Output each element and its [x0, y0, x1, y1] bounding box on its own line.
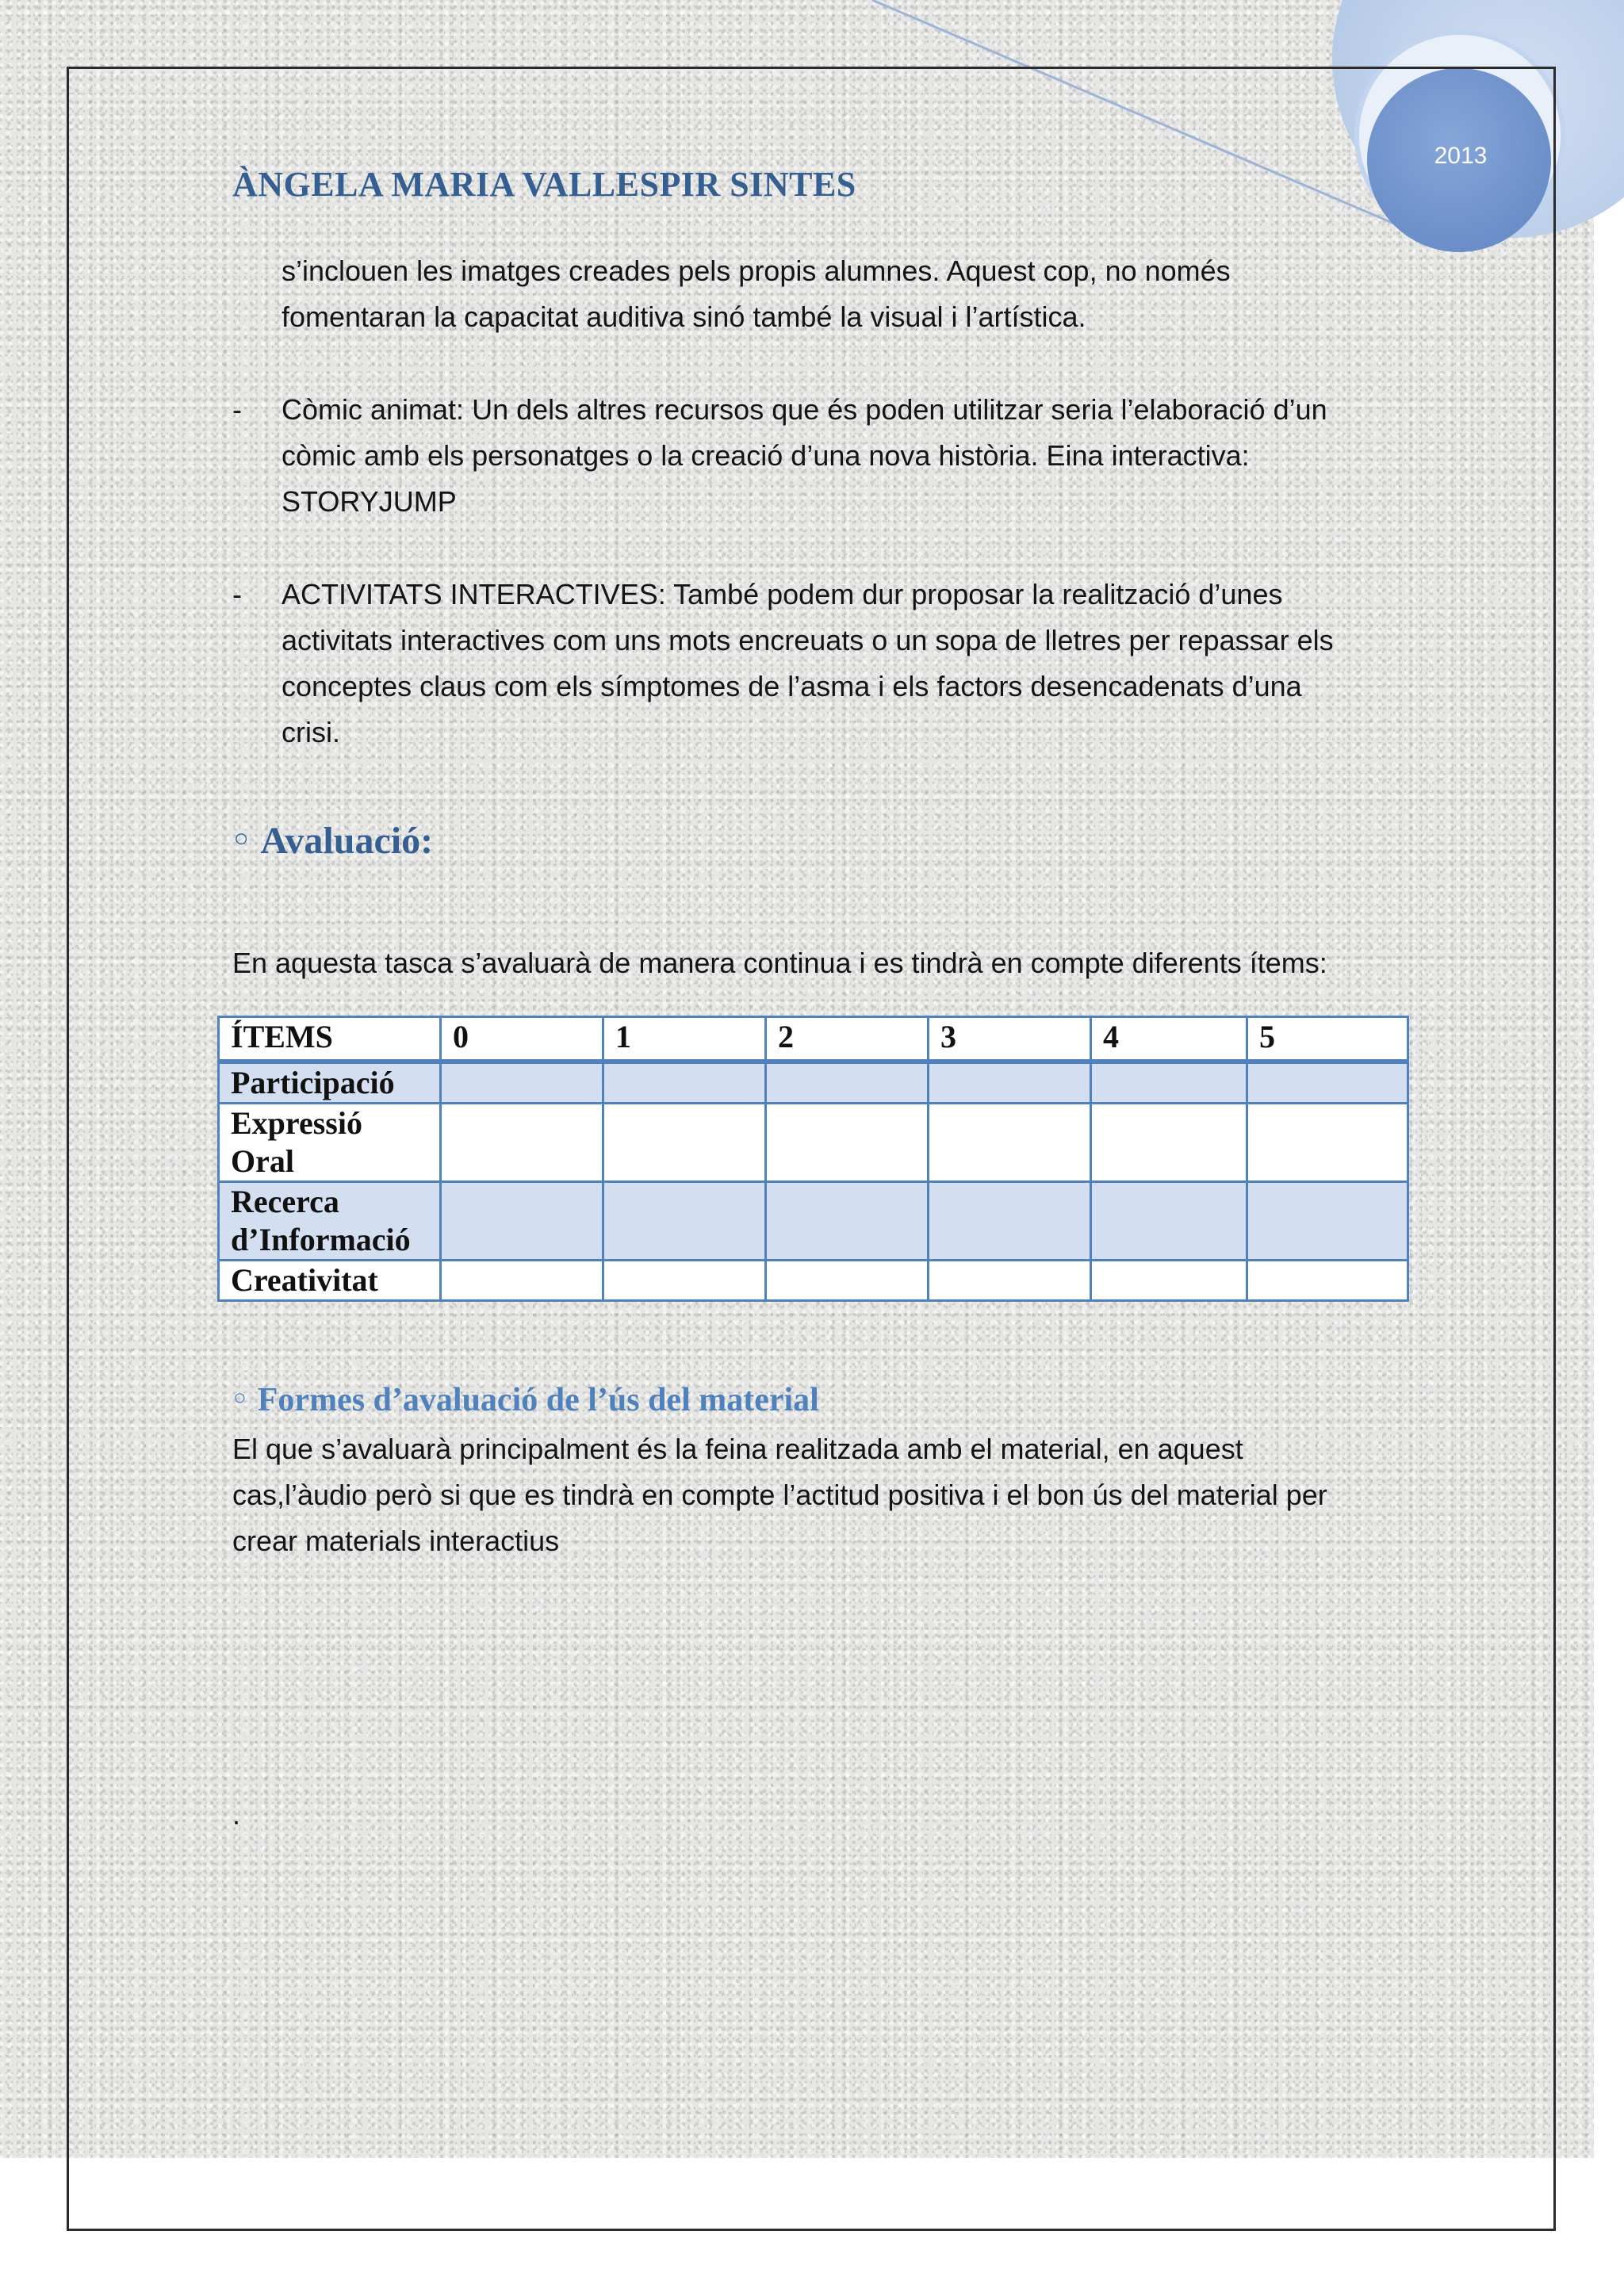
list-dash: - [232, 578, 242, 610]
list-dash: - [232, 393, 242, 426]
evaluation-heading-text: Avaluació: [260, 820, 434, 862]
evaluation-intro: En aquesta tasca s’avaluarà de manera continua i es tindrà en compte diferents ítems: [232, 947, 1327, 979]
row-label-line: Expressió [231, 1105, 362, 1141]
column-header: ÍTEMS [219, 1017, 441, 1062]
row-label [219, 1104, 441, 1182]
text-line: s’inclouen les imatges creades pels propis alumnes. Aquest cop, no només [282, 254, 1231, 287]
score-cell [766, 1104, 929, 1182]
score-cell [1247, 1182, 1408, 1261]
column-header: 1 [603, 1017, 766, 1062]
score-cell [1091, 1182, 1247, 1261]
score-cell [766, 1261, 929, 1301]
row-label [219, 1261, 441, 1301]
circle-bullet-icon: ◦ [230, 818, 253, 863]
material-heading-text: Formes d’avaluació de l’ús del material [257, 1382, 819, 1418]
score-cell [441, 1182, 603, 1261]
text-line: crear materials interactius [232, 1525, 560, 1557]
text-line: conceptes claus com els símptomes de l’asma i els factors desencadenats d’una [282, 670, 1302, 702]
score-cell [929, 1104, 1091, 1182]
table-row [219, 1261, 1408, 1301]
score-cell [441, 1261, 603, 1301]
text-line: Còmic animat: Un dels altres recursos que és poden utilitzar seria l’elaboració d’un [282, 393, 1327, 426]
score-cell [929, 1062, 1091, 1104]
column-header: 0 [441, 1017, 603, 1062]
column-header: 2 [766, 1017, 929, 1062]
score-cell [603, 1182, 766, 1261]
score-cell [929, 1261, 1091, 1301]
score-cell [603, 1104, 766, 1182]
column-header: 5 [1247, 1017, 1408, 1062]
text-line: activitats interactives com uns mots encreuats o un sopa de lletres per repassar els [282, 624, 1334, 656]
author-name: ÀNGELA MARIA VALLESPIR SINTES [232, 165, 856, 204]
score-cell [929, 1182, 1091, 1261]
column-header: 4 [1091, 1017, 1247, 1062]
table-row [219, 1182, 1408, 1261]
table-header-row [219, 1017, 1408, 1062]
table-row [219, 1062, 1408, 1104]
score-cell [1091, 1104, 1247, 1182]
row-label [219, 1182, 441, 1261]
score-cell [441, 1062, 603, 1104]
material-heading [230, 1380, 819, 1419]
text-line: còmic amb els personatges o la creació d’una nova història. Eina interactiva: [282, 439, 1250, 472]
score-cell [1091, 1261, 1247, 1301]
score-cell [441, 1104, 603, 1182]
row-label-line: Oral [231, 1143, 294, 1179]
score-cell [1247, 1104, 1408, 1182]
text-line: ACTIVITATS INTERACTIVES: També podem dur proposar la realització d’unes [282, 578, 1283, 610]
score-cell [766, 1062, 929, 1104]
score-cell [1091, 1062, 1247, 1104]
evaluation-heading [230, 818, 433, 863]
circle-bullet-icon: ◦ [230, 1380, 250, 1418]
text-line: fomentaran la capacitat auditiva sinó també la visual i l’artística. [282, 300, 1086, 333]
row-label-line: d’Informació [231, 1222, 411, 1257]
text-line: STORYJUMP [282, 485, 457, 518]
score-cell [766, 1182, 929, 1261]
row-label [219, 1062, 441, 1104]
trailing-mark: . [232, 1798, 241, 1831]
year-label: 2013 [1434, 143, 1488, 169]
row-label-line: Recerca [231, 1184, 339, 1219]
row-label-line: Participació [231, 1065, 395, 1100]
evaluation-table [217, 1016, 1409, 1302]
column-header: 3 [929, 1017, 1091, 1062]
score-cell [1247, 1261, 1408, 1301]
score-cell [603, 1261, 766, 1301]
text-line: El que s’avaluarà principalment és la feina realitzada amb el material, en aquest [232, 1433, 1243, 1465]
table-row [219, 1104, 1408, 1182]
row-label-line: Creativitat [231, 1262, 378, 1298]
text-line: crisi. [282, 716, 340, 748]
text-line: cas,l’àudio però si que es tindrà en compte l’actitud positiva i el bon ús del material per [232, 1479, 1327, 1511]
score-cell [603, 1062, 766, 1104]
score-cell [1247, 1062, 1408, 1104]
